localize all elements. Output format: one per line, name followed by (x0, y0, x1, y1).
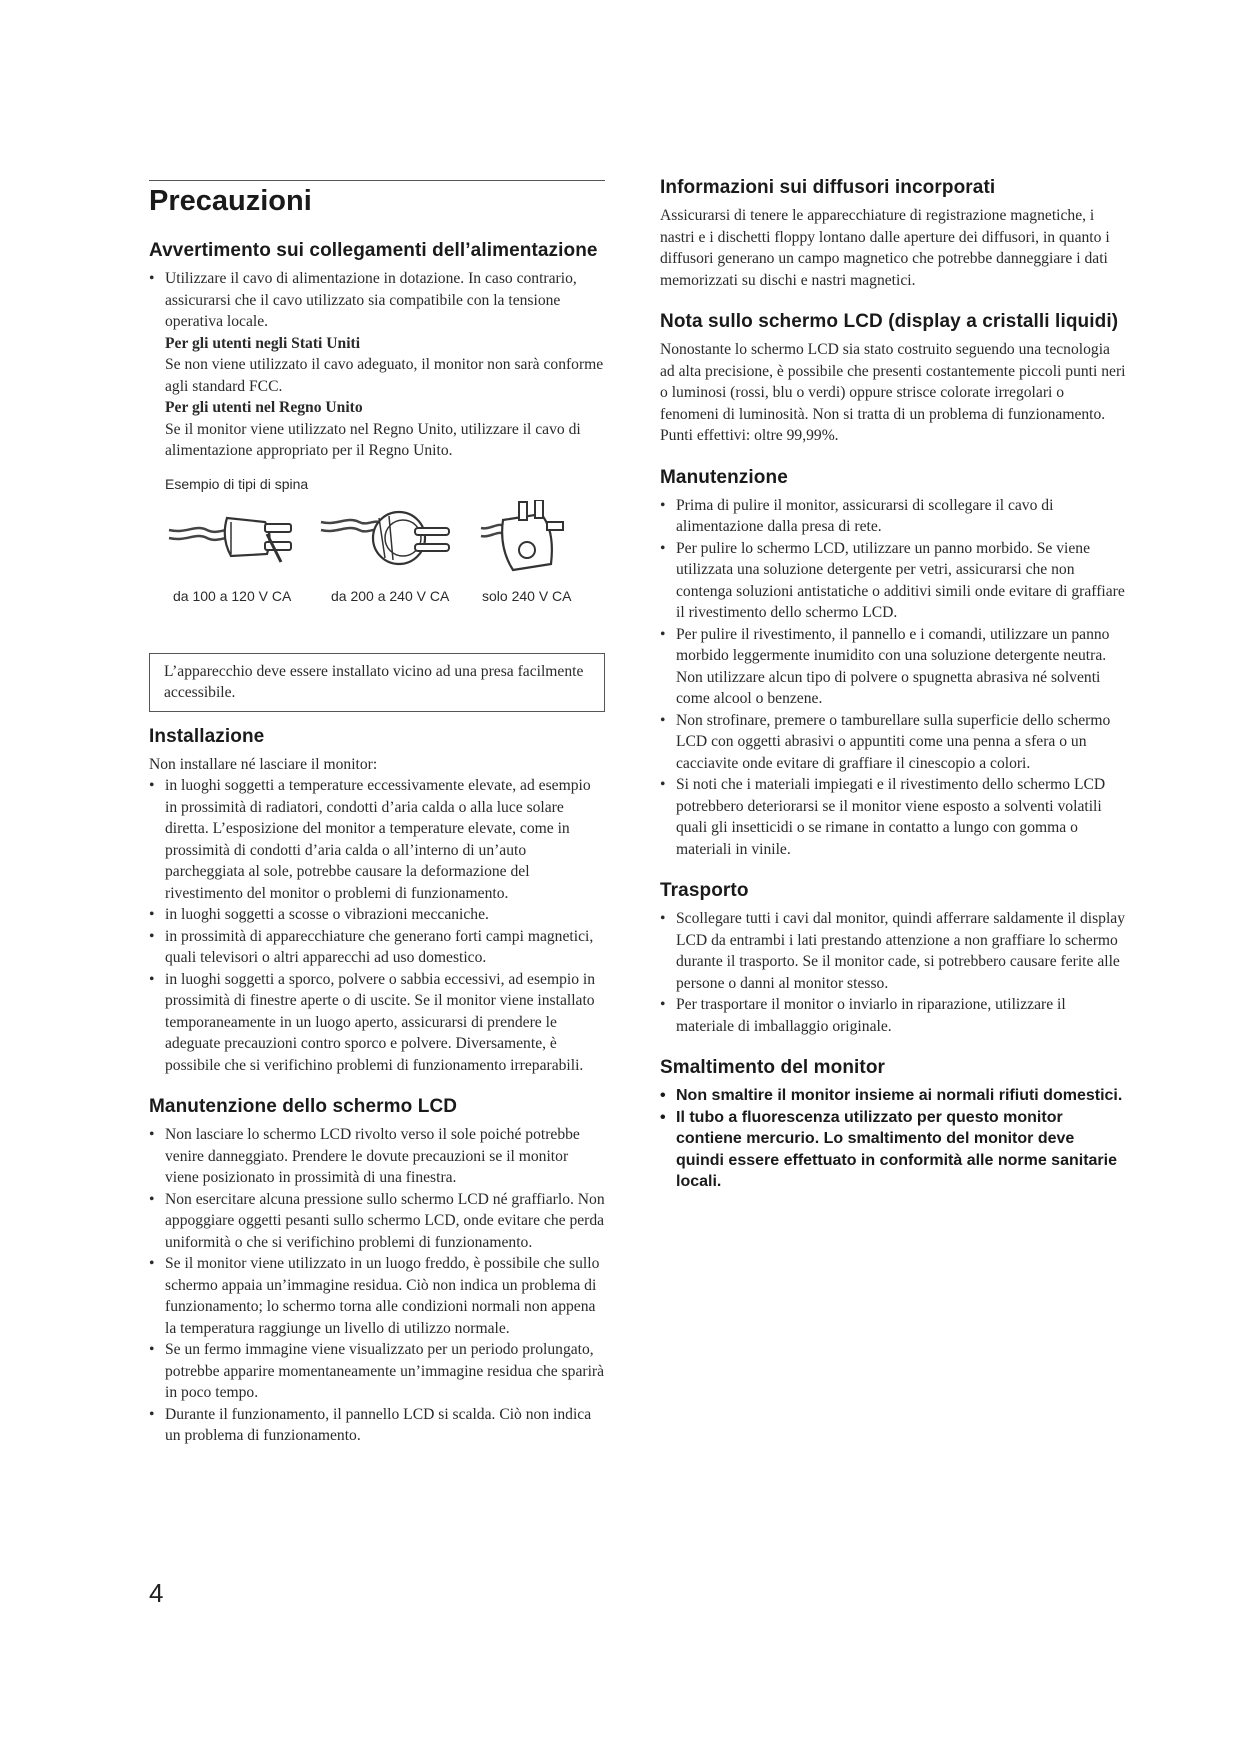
us-users-heading: Per gli utenti negli Stati Uniti (165, 334, 361, 352)
lcd-note-heading: Nota sullo schermo LCD (display a cristalli liquidi) (660, 311, 1119, 332)
transport-section (660, 880, 1126, 1037)
disposal-item: • Il tubo a fluorescenza utilizzato per questo monitor contiene mercurio. Lo smaltimento del monitor deve quindi essere effettuato in conformità alle norme sanitarie locali. (660, 1107, 1126, 1193)
installation-item: • in luoghi soggetti a scosse o vibrazioni meccaniche. (149, 904, 605, 926)
plug-caption-c: da 200 a 240 V CA (331, 587, 450, 604)
power-warning-section (149, 240, 605, 712)
uk-users-heading: Per gli utenti nel Regno Unito (165, 399, 363, 416)
installation-note-box (149, 653, 605, 712)
right-column (660, 177, 1126, 1193)
maintenance-item: • Per pulire il rivestimento, il pannello e i comandi, utilizzare un panno morbido leggermente inumidito con una soluzione detergente neutra. Non utilizzare alcun tipo di polvere o spugnetta abrasiva né solventi come alcool o benzene. (660, 624, 1126, 710)
installation-section (149, 726, 605, 1077)
speakers-section (660, 177, 1126, 291)
page-title: Precauzioni (149, 185, 312, 217)
disposal-section (660, 1057, 1126, 1193)
lcd-care-item: • Non lasciare lo schermo LCD rivolto verso il sole poiché potrebbe venire danneggiato. Prendere le dovute precauzioni se il monitor viene posizionato in prossimità di una finestra. (149, 1124, 605, 1189)
plug-caption-a: da 100 a 120 V CA (173, 587, 292, 604)
power-cord-bullet (149, 268, 605, 333)
lcd-care-item: • Se un fermo immagine viene visualizzato per un periodo prolungato, potrebbe apparire momentaneamente un’immagine residua che sparirà in poco tempo. (149, 1339, 605, 1404)
disposal-item: • Non smaltire il monitor insieme ai normali rifiuti domestici. (660, 1085, 1126, 1107)
power-warning-heading: Avvertimento sui collegamenti dell’alimentazione (149, 240, 598, 261)
plug-caption-g: solo 240 V CA (482, 587, 572, 604)
installation-intro: Non installare né lasciare il monitor: (149, 755, 378, 773)
transport-item: • Scollegare tutti i cavi dal monitor, quindi afferrare saldamente il display LCD da entrambi i lati prestando attenzione a non graffiare lo schermo durante il trasporto. Se il monitor cade, si potrebbero causare ferite alle persone o danni al monitor stesso. (660, 908, 1126, 994)
page-number: 4 (149, 1578, 164, 1608)
lcd-note-text: Nonostante lo schermo LCD sia stato costruito seguendo una tecnologia ad alta precisione, è possibile che presenti costantemente piccoli punti neri o luminosi (rossi, blu o verdi) oppure strisce colorate irregolari o fenomeni di luminosità. Non si tratta di un problema di funzionamento. (660, 341, 1126, 423)
transport-item: • Per trasportare il monitor o inviarlo in riparazione, utilizzare il materiale di imballaggio originale. (660, 994, 1126, 1037)
maintenance-item: • Si noti che i materiali impiegati e il rivestimento dello schermo LCD potrebbero deteriorarsi se il monitor viene esposto a solventi volatili quali gli insetticidi o se rimane in contatto a lungo con gomma o materiali in vinile. (660, 774, 1126, 860)
plug-illustrations (149, 500, 605, 580)
maintenance-item: • Non strofinare, premere o tamburellare sulla superficie dello schermo LCD con oggetti abrasivi o appuntiti come una penna a sfera o un cacciavite onde evitare di graffiare il cinescopio a colori. (660, 710, 1126, 775)
plug-type-a-icon (167, 500, 297, 580)
installation-heading: Installazione (149, 725, 265, 747)
disposal-heading: Smaltimento del monitor (660, 1057, 886, 1078)
us-users-text: Se non viene utilizzato il cavo adeguato, il monitor non sarà conforme agli standard FCC. (165, 356, 604, 395)
installation-item: • in luoghi soggetti a sporco, polvere o sabbia eccessivi, ad esempio in prossimità di finestre aperte o di uscite. Se il monitor viene installato temporaneamente in un luogo aperto, assicurarsi di prendere le adeguate precauzioni contro sporco e polvere. Diversamente, è possibile che si verifichino problemi di funzionamento irreparabili. (149, 969, 605, 1077)
speakers-heading: Informazioni sui diffusori incorporati (660, 177, 996, 198)
installation-item: • in luoghi soggetti a temperature eccessivamente elevate, ad esempio in prossimità di radiatori, condotti d’aria calda o alla luce solare diretta. L’esposizione del monitor a temperature elevate, come in prossimità di condotti d’aria calda o all’interno di un’auto parcheggiata al sole, potrebbe causare la deformazione del rivestimento del monitor o problemi di funzionamento. (149, 775, 605, 904)
power-cord-text: Utilizzare il cavo di alimentazione in dotazione. In caso contrario, assicurarsi che il cavo utilizzato sia compatibile con la tensione operativa locale. (165, 270, 577, 330)
plug-type-g-icon (479, 500, 569, 580)
plug-captions (149, 588, 605, 608)
installation-item: • in prossimità di apparecchiature che generano forti campi magnetici, quali televisori o altri apparecchi ad uso domestico. (149, 926, 605, 969)
maintenance-item: • Prima di pulire il monitor, assicurarsi di scollegare il cavo di alimentazione dalla presa di rete. (660, 495, 1126, 538)
title-rule (149, 180, 605, 181)
lcd-note-section (660, 311, 1126, 447)
transport-heading: Trasporto (660, 880, 749, 901)
installation-note-text: L’apparecchio deve essere installato vicino ad una presa facilmente accessibile. (164, 662, 584, 701)
uk-users-text: Se il monitor viene utilizzato nel Regno Unito, utilizzare il cavo di alimentazione appropriato per il Regno Unito. (165, 420, 581, 459)
lcd-care-item: • Se il monitor viene utilizzato in un luogo freddo, è possibile che sullo schermo appaia un’immagine residua. Ciò non indica un problema di funzionamento; lo schermo torna alle condizioni normali non appena la temperatura raggiunge un livello di utilizzo normale. (149, 1253, 605, 1339)
lcd-care-heading: Manutenzione dello schermo LCD (149, 1096, 458, 1117)
lcd-care-item: • Durante il funzionamento, il pannello LCD si scalda. Ciò non indica un problema di funzionamento. (149, 1404, 605, 1447)
left-column (149, 240, 605, 1447)
lcd-note-pixels: Punti effettivi: oltre 99,99%. (660, 427, 839, 444)
maintenance-heading: Manutenzione (660, 466, 788, 488)
plug-examples-caption: Esempio di tipi di spina (165, 475, 309, 492)
maintenance-item: • Per pulire lo schermo LCD, utilizzare un panno morbido. Se viene utilizzata una soluzione detergente per vetri, assicurarsi che non contenga soluzioni antistatiche o additivi simili onde evitare di graffiare il rivestimento dello schermo LCD. (660, 538, 1126, 624)
lcd-care-item: • Non esercitare alcuna pressione sullo schermo LCD né graffiarlo. Non appoggiare oggetti pesanti sullo schermo LCD, onde evitare che perda uniformità o che si verifichino problemi di funzionamento. (149, 1189, 605, 1254)
speakers-text: Assicurarsi di tenere le apparecchiature di registrazione magnetiche, i nastri e i dischetti floppy lontano dalle aperture dei diffusori, in quanto i diffusori generano un campo magnetico che potrebbe danneggiare i dati memorizzati su dischi e nastri magnetici. (660, 207, 1110, 289)
plug-type-c-icon (319, 500, 454, 580)
maintenance-section (660, 467, 1126, 861)
lcd-care-section (149, 1096, 605, 1447)
